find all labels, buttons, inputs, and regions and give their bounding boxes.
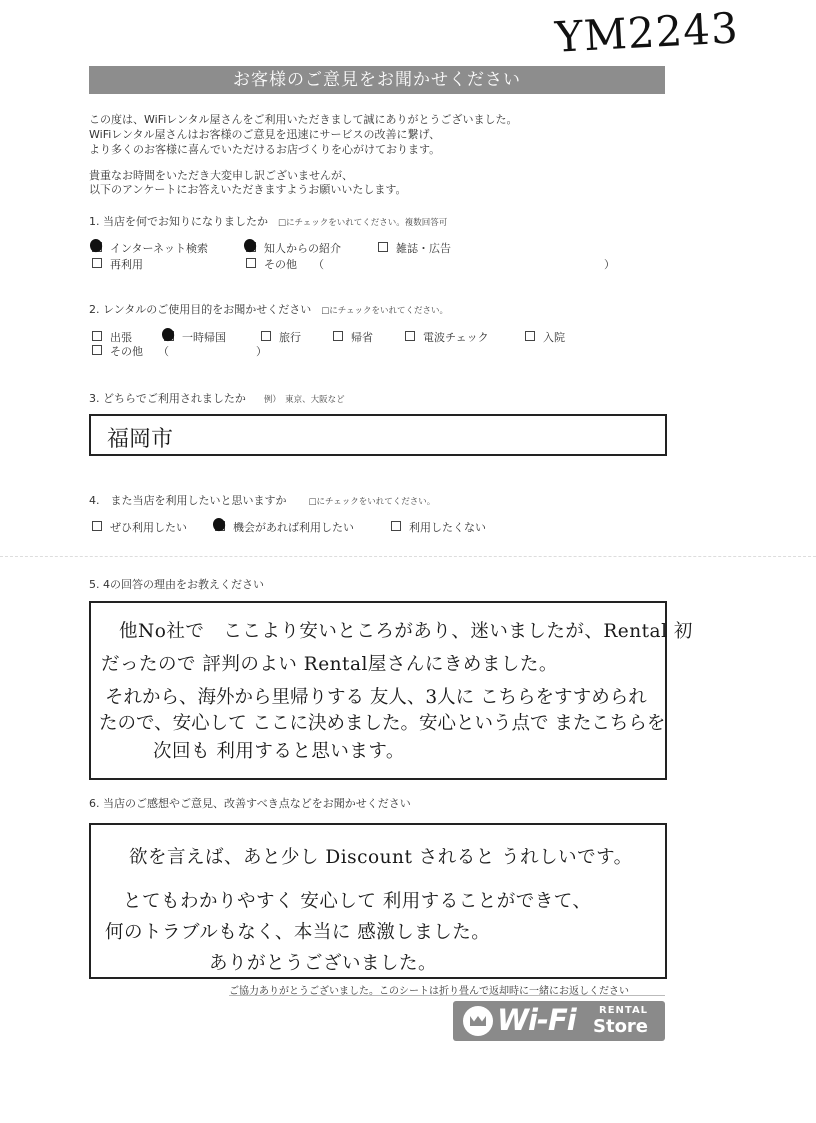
- q4-label: 4. また当店を利用したいと思いますか □にチェックをいれてください。: [89, 494, 436, 507]
- q1-option-reuse[interactable]: 再利用: [92, 256, 143, 272]
- q2-option-signal-check[interactable]: 電波チェック: [405, 329, 489, 345]
- q2-note: □にチェックをいれてください。: [321, 306, 449, 316]
- q6-answer-box[interactable]: [89, 823, 667, 979]
- q4-option-no[interactable]: 利用したくない: [391, 519, 486, 535]
- q3-answer-text: 福岡市: [107, 427, 174, 452]
- q1-other-paren-close: ）: [604, 258, 615, 271]
- q2-other-paren-open: （: [158, 345, 169, 358]
- q5-answer-box[interactable]: [89, 601, 693, 780]
- q1-option-magazine[interactable]: 雑誌・広告: [378, 240, 451, 256]
- q5-answer-line-4: たので、安心して ここに決めました。安心という点で またこちらを: [99, 713, 666, 734]
- q6-answer-line-1: 欲を言えば、あと少し Discount されると うれしいです。: [129, 847, 633, 868]
- intro-line-3: より多くのお客様に喜んでいただけるお店づくりを心がけております。: [89, 143, 441, 156]
- checkbox-icon[interactable]: [92, 521, 102, 531]
- q4-option-definitely[interactable]: ぜひ利用したい: [92, 519, 187, 535]
- checkbox-icon[interactable]: [92, 258, 102, 268]
- intro-line-1: この度は、WiFiレンタル屋さんをご利用いただきまして誠にありがとうございました。: [89, 113, 518, 126]
- intro-line-2: WiFiレンタル屋さんはお客様のご意見を迅速にサービスの改善に繋げ、: [89, 128, 441, 141]
- logo-wifi-text: Wi-Fi: [497, 1003, 576, 1037]
- q5-answer-line-1: 他No社で ここより安いところがあり、迷いましたが、Rental 初: [119, 621, 693, 642]
- checkbox-icon[interactable]: [261, 331, 271, 341]
- q2-option-business[interactable]: 出張: [92, 329, 132, 345]
- checkbox-checked-icon[interactable]: [92, 242, 102, 252]
- q1-label: 1. 当店を何でお知りになりましたか □にチェックをいれてください。複数回答可: [89, 215, 448, 228]
- q2-option-temp-return[interactable]: 一時帰国: [164, 329, 226, 345]
- checkbox-icon[interactable]: [378, 242, 388, 252]
- wifi-rental-store-logo: [453, 1001, 665, 1041]
- q5-answer-line-3: それから、海外から里帰りする 友人、3人に こちらをすすめられ: [105, 687, 647, 708]
- survey-title: お客様のご意見をお聞かせください: [89, 66, 665, 94]
- footer-note: ご協力ありがとうございました。このシートは折り畳んで返却時に一緒にお返しください: [229, 986, 629, 997]
- q2-option-other[interactable]: その他: [92, 343, 143, 359]
- q6-label: 6. 当店のご感想やご意見、改善すべき点などをお聞かせください: [89, 797, 411, 810]
- q1-option-referral[interactable]: 知人からの紹介: [246, 240, 341, 256]
- document-id: YM2243: [553, 3, 740, 62]
- q3-answer-box[interactable]: [89, 414, 667, 456]
- q2-option-travel[interactable]: 旅行: [261, 329, 301, 345]
- q1-option-internet[interactable]: インターネット検索: [92, 240, 208, 256]
- q1-other-paren-open: （: [313, 258, 324, 271]
- q1-option-other[interactable]: その他: [246, 256, 297, 272]
- q3-label: 3. どちらでご利用されましたか 例） 東京、大阪など: [89, 392, 345, 405]
- q4-option-if-chance[interactable]: 機会があれば利用したい: [215, 519, 354, 535]
- logo-store-text: Store: [593, 1016, 649, 1037]
- checkbox-icon[interactable]: [246, 258, 256, 268]
- checkbox-icon[interactable]: [333, 331, 343, 341]
- checkbox-checked-icon[interactable]: [215, 521, 225, 531]
- logo-rental-text: RENTAL: [599, 1005, 649, 1016]
- intro-line-5: 以下のアンケートにお答えいただきますようお願いいたします。: [89, 183, 407, 196]
- q2-option-hospital[interactable]: 入院: [525, 329, 565, 345]
- q5-answer-line-5: 次回も 利用すると思います。: [153, 741, 405, 762]
- q6-answer-line-2: とてもわかりやすく 安心して 利用することができて、: [123, 891, 592, 912]
- q5-answer-line-2: だったので 評判のよい Rental屋さんにきめました。: [101, 654, 558, 675]
- q5-label: 5. 4の回答の理由をお教えください: [89, 578, 264, 591]
- q3-example: 例） 東京、大阪など: [263, 395, 345, 405]
- checkbox-icon[interactable]: [525, 331, 535, 341]
- checkbox-icon[interactable]: [92, 345, 102, 355]
- checkbox-icon[interactable]: [92, 331, 102, 341]
- q2-other-paren-close: ）: [256, 345, 267, 358]
- q6-answer-line-3: 何のトラブルもなく、本当に 感激しました。: [105, 922, 491, 943]
- fold-line: [0, 556, 816, 557]
- q2-label: 2. レンタルのご使用目的をお聞かせください □にチェックをいれてください。: [89, 303, 449, 316]
- checkbox-checked-icon[interactable]: [246, 242, 256, 252]
- intro-line-4: 貴重なお時間をいただき大変申し訳ございませんが、: [89, 169, 353, 182]
- q6-answer-line-4: ありがとうございました。: [209, 953, 438, 974]
- checkbox-icon[interactable]: [405, 331, 415, 341]
- footer-divider: [229, 995, 665, 996]
- q2-option-homecoming[interactable]: 帰省: [333, 329, 373, 345]
- checkbox-checked-icon[interactable]: [164, 331, 174, 341]
- checkbox-icon[interactable]: [391, 521, 401, 531]
- crown-icon: [463, 1006, 493, 1036]
- q4-note: □にチェックをいれてください。: [308, 497, 436, 507]
- q1-note: □にチェックをいれてください。複数回答可: [278, 218, 448, 228]
